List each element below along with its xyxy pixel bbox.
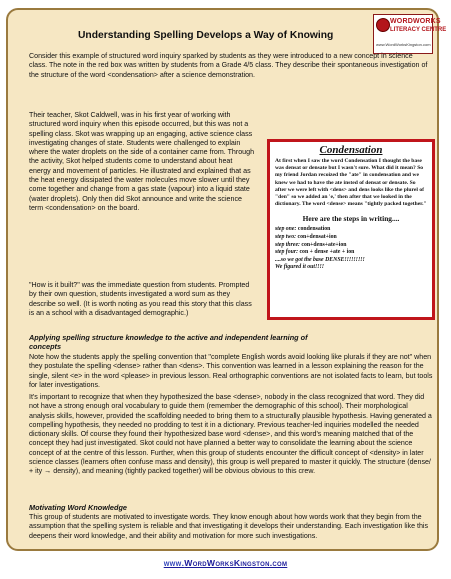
note-step: step three: con+dens+ate+ion	[275, 241, 347, 248]
footer-link[interactable]: www.WordWorksKingston.com	[163, 558, 288, 568]
intro-paragraph: Consider this example of structured word inquiry sparked by students as they were introduced to a new concept in science class. The note in the red box was written by students from a Grade 4/5 class. They describe their spontaneous investigation of the structure of the word <condensation> after a science demonstration.	[29, 52, 428, 79]
wordworks-logo[interactable]	[373, 14, 447, 54]
student-note-box	[267, 139, 435, 320]
logo-brand: WORDWORKS	[390, 18, 441, 25]
seal-icon	[376, 18, 390, 32]
page-title: Understanding Spelling Develops a Way of Knowing	[78, 30, 334, 41]
note-step: We figured it out!!!!	[275, 264, 325, 271]
motivation-paragraph: This group of students are motivated to investigate words. They know enough about how words work that they begin from the assumption that the spelling system is reliable and that investigating it develops their understanding. Each investigation like this deepens their word knowledge, and their ability and motivation for more such investigations.	[29, 513, 429, 540]
section-heading-motivating: Motivating Word Knowledge	[29, 503, 127, 512]
note-step: step one: condensation	[275, 226, 331, 233]
note-steps-title: Here are the steps in writing....	[302, 214, 400, 224]
section-heading-applying: Applying spelling structure knowledge to the active and independent learning of concepts	[29, 333, 308, 351]
hypothesis-paragraph: It's important to recognize that when they hypothesized the base <dense>, nobody in the class recognized that word. They did not have a strong enough oral vocabulary to guide them (remember the demographic of this school). Their morphological analysis skills, however, provided the scaffolding needed to bring them to a structurally plausible hypothesis. Having generated a compelling hypothesis, they needed no prodding to test it in a dictionary. Previous teacher-led inquiries modelled the needed dictionary skills. Of course they found their hypothesized base word <dense>, and this word's meaning matched that of the concept they had just investigated. Skot could not have planned a better way to consolidate the learning about the science concept of at the centre of this lesson. Further, when this group of students encounter the difficult concept of <density> in later science classes (learners often confuse mass and density), this group is well prepared to master it quickly. The structure (dense/ + ity → density), and meaning (tightly packed together) will be obvious obvious to this crew.	[29, 393, 432, 476]
note-body: At first when I saw the word Condensation I thought the base was densat or densate but I wasn't sure. What did it mean? So my friend Jordan recoized the "ate" in condensation and we knew we had to have the ate insted of densat or densate. So after we were left with <dens> and dens looks like the plurel of "den" so we added an 'e,' then after that we looked in the dictionary. The word <dense> means "tightly packed together."	[275, 158, 427, 208]
note-step: step four: con + dense +ate + ion	[275, 249, 355, 256]
convention-paragraph: Note how the students apply the spelling convention that "complete English words avoid looking like plurals if they are not" when they postulate the spelling <dense> rather than <dens>. This convention was learned in a lesson explaining the reason for the single, silent <e> in the word <please> in previous lesson. Real orthographic conventions are not isolated facts to learn, but tools for later investigations.	[29, 353, 433, 389]
note-step: ....so we got the base DENSE!!!!!!!!!	[275, 256, 365, 263]
note-title: Condensation	[319, 144, 383, 156]
question-paragraph: "How is it built?" was the immediate question from students. Prompted by their own question, students investigated a word sum as they describe so well. (It is worth noting as you read this story that this class is an a school with a disadvantaged demographic.)	[29, 281, 252, 317]
logo-subtitle: LITERACY CENTRE	[390, 27, 447, 33]
note-step: step two: con+densat+ion	[275, 234, 337, 241]
teacher-paragraph: Their teacher, Skot Caldwell, was in his first year of working with structured word inquiry when this episode occurred, but this was not a spelling class. Skot was wrapping up an engaging, active science class investigating changes of state. Students were challenged to explain where the water droplets on the side of a container came from. Through the activity, Skot helped students come to understand about heat energy and movement of particles. He illustrated and explained that as the heat energy dissipated the water molecules move slower until they come together and change from a gas state (vapour) into a liquid state (water droplets). Only then did Skot announce and write the science term <condensation> on the board.	[29, 111, 255, 212]
logo-url: www.WordWorksKingston.com	[376, 42, 431, 47]
content-panel	[6, 8, 447, 551]
